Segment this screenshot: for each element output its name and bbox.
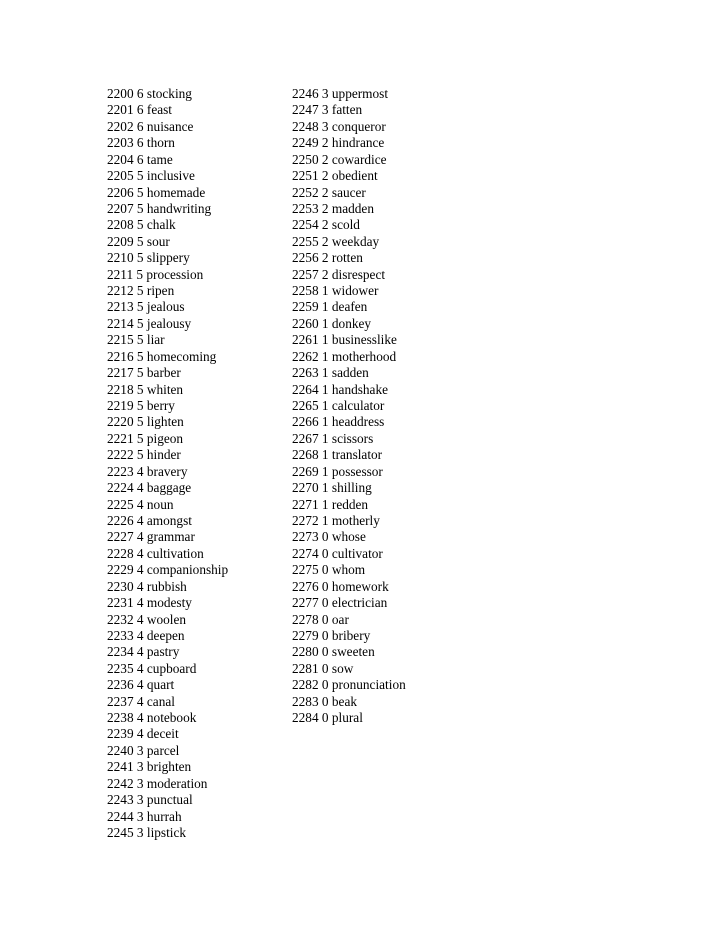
word-entry: 2229 4 companionship [107, 562, 229, 578]
word-entry: 2253 2 madden [292, 200, 374, 216]
word-entry: 2205 5 inclusive [107, 168, 195, 184]
word-entry: 2237 4 canal [107, 693, 175, 709]
word-entry: 2259 1 deafen [292, 299, 368, 315]
word-entry: 2206 5 homemade [107, 184, 206, 200]
word-entry: 2232 4 woolen [107, 611, 187, 627]
word-entry: 2215 5 liar [107, 332, 165, 348]
word-entry: 2273 0 whose [292, 529, 366, 545]
word-entry: 2234 4 pastry [107, 644, 180, 660]
word-entry: 2280 0 sweeten [292, 644, 375, 660]
word-entry: 2266 1 headdress [292, 414, 385, 430]
word-entry: 2277 0 electrician [292, 595, 388, 611]
word-entry: 2271 1 redden [292, 496, 369, 512]
word-entry: 2265 1 calculator [292, 398, 385, 414]
word-entry: 2244 3 hurrah [107, 808, 182, 824]
word-entry: 2223 4 bravery [107, 463, 188, 479]
word-entry: 2278 0 oar [292, 611, 349, 627]
word-entry: 2225 4 noun [107, 496, 174, 512]
word-entry: 2208 5 chalk [107, 217, 176, 233]
word-entry: 2236 4 quart [107, 677, 175, 693]
word-entry: 2258 1 widower [292, 283, 379, 299]
word-entry: 2275 0 whom [292, 562, 366, 578]
word-entry: 2260 1 donkey [292, 315, 372, 331]
word-entry: 2209 5 sour [107, 233, 170, 249]
word-entry: 2243 3 punctual [107, 792, 193, 808]
word-entry: 2212 5 ripen [107, 283, 175, 299]
word-entry: 2263 1 sadden [292, 365, 369, 381]
word-entry: 2246 3 uppermost [292, 86, 389, 101]
word-entry: 2267 1 scissors [292, 430, 374, 446]
word-entry: 2252 2 saucer [292, 184, 366, 200]
word-entry: 2254 2 scold [292, 217, 360, 233]
word-entry: 2200 6 stocking [107, 86, 192, 101]
word-entry: 2241 3 brighten [107, 759, 192, 775]
word-entry: 2248 3 conqueror [292, 118, 386, 134]
word-entry: 2201 6 feast [107, 102, 172, 118]
word-entry: 2211 5 procession [107, 266, 204, 282]
word-entry: 2262 1 motherhood [292, 348, 397, 364]
word-entry: 2210 5 slippery [107, 250, 190, 266]
word-entry: 2268 1 translator [292, 447, 383, 463]
word-entry: 2218 5 whiten [107, 381, 184, 397]
word-entry: 2264 1 handshake [292, 381, 389, 397]
word-entry: 2222 5 hinder [107, 447, 181, 463]
word-list-column-left [107, 86, 228, 841]
word-entry: 2269 1 possessor [292, 463, 383, 479]
word-entry: 2242 3 moderation [107, 775, 208, 791]
word-entry: 2220 5 lighten [107, 414, 184, 430]
word-entry: 2203 6 thorn [107, 135, 175, 151]
word-entry: 2270 1 shilling [292, 480, 372, 496]
word-entry: 2217 5 barber [107, 365, 181, 381]
word-entry: 2233 4 deepen [107, 627, 185, 643]
word-entry: 2228 4 cultivation [107, 545, 204, 561]
word-entry: 2281 0 sow [292, 660, 354, 676]
word-entry: 2251 2 obedient [292, 168, 378, 184]
word-entry: 2272 1 motherly [292, 512, 380, 528]
word-entry: 2226 4 amongst [107, 512, 192, 528]
word-entry: 2245 3 lipstick [107, 824, 187, 840]
word-entry: 2216 5 homecoming [107, 348, 217, 364]
word-entry: 2240 3 parcel [107, 742, 180, 758]
word-entry: 2282 0 pronunciation [292, 677, 406, 693]
word-entry: 2213 5 jealous [107, 299, 185, 315]
word-entry: 2202 6 nuisance [107, 118, 194, 134]
word-entry: 2247 3 fatten [292, 102, 363, 118]
word-entry: 2250 2 cowardice [292, 151, 387, 167]
word-entry: 2214 5 jealousy [107, 315, 192, 331]
word-entry: 2256 2 rotten [292, 250, 363, 266]
word-entry: 2235 4 cupboard [107, 660, 197, 676]
word-list-column-right [292, 86, 406, 726]
word-entry: 2207 5 handwriting [107, 200, 212, 216]
word-entry: 2261 1 businesslike [292, 332, 397, 348]
word-entry: 2238 4 notebook [107, 710, 197, 726]
word-entry: 2274 0 cultivator [292, 545, 383, 561]
word-entry: 2284 0 plural [292, 710, 363, 726]
word-entry: 2249 2 hindrance [292, 135, 385, 151]
word-entry: 2221 5 pigeon [107, 430, 184, 446]
word-entry: 2230 4 rubbish [107, 578, 187, 594]
word-entry: 2255 2 weekday [292, 233, 380, 249]
word-entry: 2231 4 modesty [107, 595, 192, 611]
word-entry: 2283 0 beak [292, 693, 357, 709]
word-entry: 2279 0 bribery [292, 627, 371, 643]
word-entry: 2239 4 deceit [107, 726, 179, 742]
word-entry: 2204 6 tame [107, 151, 173, 167]
word-entry: 2227 4 grammar [107, 529, 195, 545]
word-entry: 2224 4 baggage [107, 480, 192, 496]
word-entry: 2219 5 berry [107, 398, 175, 414]
word-entry: 2257 2 disrespect [292, 266, 386, 282]
word-entry: 2276 0 homework [292, 578, 389, 594]
